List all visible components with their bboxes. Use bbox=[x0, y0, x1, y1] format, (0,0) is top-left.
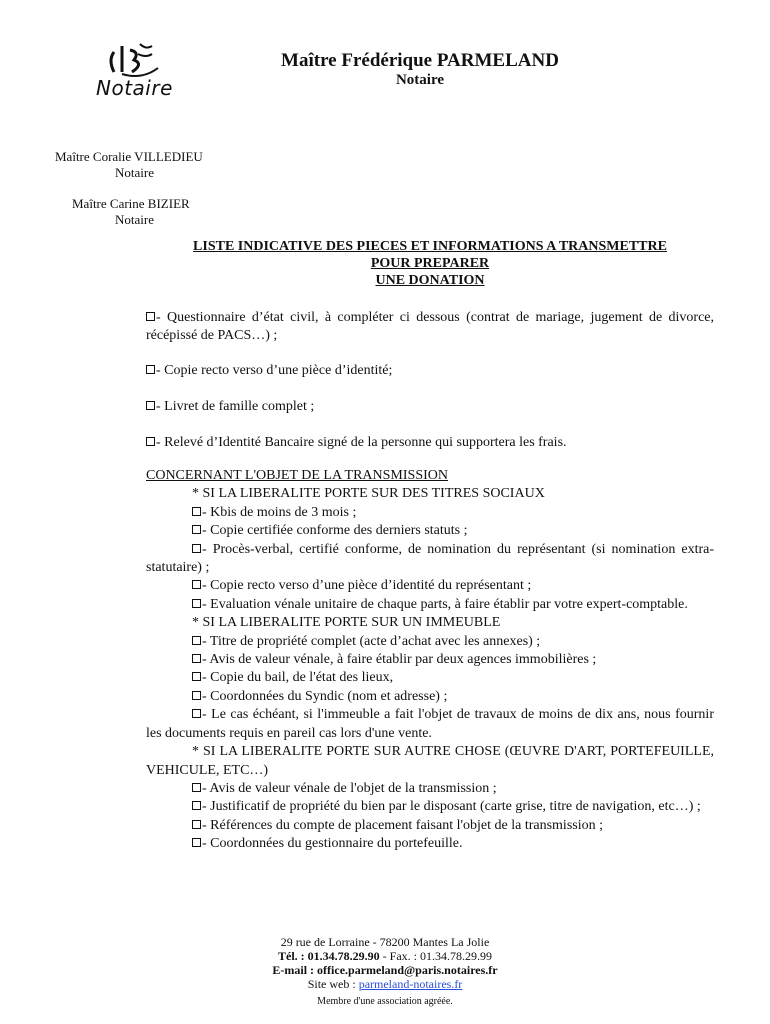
list-item: - Copie certifiée conforme des derniers statuts ; bbox=[146, 522, 714, 540]
associate-2-name: Maître Carine BIZIER bbox=[72, 196, 190, 211]
notaire-emblem-icon bbox=[92, 40, 192, 80]
checkbox-icon[interactable] bbox=[192, 709, 201, 718]
list-item: - Livret de famille complet ; bbox=[146, 398, 714, 416]
footer-phone: Tél. : 01.34.78.29.90 bbox=[277, 949, 380, 963]
section-title: CONCERNANT L'OBJET DE LA TRANSMISSION bbox=[146, 468, 448, 483]
list-item: - Copie recto verso d’une pièce d’identité du représentant ; bbox=[146, 577, 714, 595]
associate-1-name: Maître Coralie VILLEDIEU bbox=[55, 149, 203, 164]
checkbox-icon[interactable] bbox=[146, 401, 155, 410]
subsection-heading: * SI LA LIBERALITE PORTE SUR UN IMMEUBLE bbox=[192, 615, 501, 631]
checkbox-icon[interactable] bbox=[192, 654, 201, 663]
checkbox-icon[interactable] bbox=[192, 599, 201, 608]
checkbox-icon[interactable] bbox=[192, 636, 201, 645]
checkbox-icon[interactable] bbox=[146, 365, 155, 374]
list-item: - Coordonnées du Syndic (nom et adresse) ; bbox=[146, 688, 714, 706]
checkbox-icon[interactable] bbox=[192, 691, 201, 700]
page-subtitle: Notaire bbox=[395, 72, 445, 88]
heading-line-2: POUR PREPARER bbox=[370, 256, 490, 271]
list-item: - Le cas échéant, si l'immeuble a fait l'objet de travaux de moins de dix ans, nous fournir les documents requis en pareil cas lors d'une vente. bbox=[146, 707, 714, 741]
checkbox-icon[interactable] bbox=[192, 783, 201, 792]
associate-2-role: Notaire bbox=[115, 212, 154, 227]
subsection-heading: * SI LA LIBERALITE PORTE SUR DES TITRES SOCIAUX bbox=[192, 486, 545, 502]
list-item: - Copie recto verso d’une pièce d’identité; bbox=[146, 362, 714, 380]
checkbox-icon[interactable] bbox=[192, 544, 201, 553]
list-item: - Evaluation vénale unitaire de chaque parts, à faire établir par votre expert-comptable. bbox=[146, 596, 714, 614]
document-heading bbox=[140, 238, 720, 289]
transmission-section bbox=[146, 467, 714, 854]
footer-site-label: Site web : bbox=[307, 977, 359, 991]
checkbox-icon[interactable] bbox=[192, 525, 201, 534]
list-item: - Justificatif de propriété du bien par le disposant (carte grise, titre de navigation, etc…) ; bbox=[146, 798, 714, 816]
subsection-heading: * SI LA LIBERALITE PORTE SUR AUTRE CHOSE (ŒUVRE D'ART, PORTEFEUILLE, VEHICULE, ETC…) bbox=[146, 744, 714, 778]
list-item: - Coordonnées du gestionnaire du portefeuille. bbox=[146, 835, 714, 853]
checkbox-icon[interactable] bbox=[192, 838, 201, 847]
checkbox-icon[interactable] bbox=[192, 580, 201, 589]
checkbox-icon[interactable] bbox=[192, 820, 201, 829]
footer-address: 29 rue de Lorraine - 78200 Mantes La Jolie bbox=[280, 935, 490, 949]
list-item: - Procès-verbal, certifié conforme, de nomination du représentant (si nomination extra-statutaire) ; bbox=[146, 541, 714, 576]
list-item: - Titre de propriété complet (acte d’achat avec les annexes) ; bbox=[146, 633, 714, 651]
footer-site-link[interactable]: parmeland-notaires.fr bbox=[358, 977, 463, 991]
checkbox-icon[interactable] bbox=[192, 801, 201, 810]
heading-line-1: LISTE INDICATIVE DES PIECES ET INFORMATIONS A TRANSMETTRE bbox=[193, 239, 667, 254]
list-item: - Questionnaire d’état civil, à compléter ci dessous (contrat de mariage, jugement de divorce, récépissé de PACS…) ; bbox=[146, 310, 714, 343]
footer-membership: Membre d'une association agréée. bbox=[317, 996, 453, 1007]
heading-line-3: UNE DONATION bbox=[375, 273, 485, 288]
checkbox-icon[interactable] bbox=[146, 312, 155, 321]
list-item: - Copie du bail, de l'état des lieux, bbox=[146, 669, 714, 687]
list-item: - Avis de valeur vénale de l'objet de la transmission ; bbox=[146, 780, 714, 798]
footer-email: E-mail : office.parmeland@paris.notaires.fr bbox=[272, 963, 498, 977]
footer-contact bbox=[200, 949, 570, 963]
list-item: - Relevé d’Identité Bancaire signé de la personne qui supportera les frais. bbox=[146, 434, 714, 452]
checkbox-icon[interactable] bbox=[192, 672, 201, 681]
footer-fax: - Fax. : 01.34.78.29.99 bbox=[379, 949, 492, 963]
page-title: Maître Frédérique PARMELAND bbox=[281, 50, 559, 71]
footer bbox=[200, 935, 570, 1009]
list-item: - Références du compte de placement faisant l'objet de la transmission ; bbox=[146, 817, 714, 835]
checkbox-icon[interactable] bbox=[192, 507, 201, 516]
notaire-logo bbox=[92, 40, 192, 104]
associate-1-role: Notaire bbox=[115, 165, 154, 180]
logo-label: Notaire bbox=[96, 76, 173, 100]
list-item: - Kbis de moins de 3 mois ; bbox=[146, 504, 714, 522]
list-item: - Avis de valeur vénale, à faire établir par deux agences immobilières ; bbox=[146, 651, 714, 669]
checkbox-icon[interactable] bbox=[146, 437, 155, 446]
footer-site bbox=[200, 977, 570, 991]
